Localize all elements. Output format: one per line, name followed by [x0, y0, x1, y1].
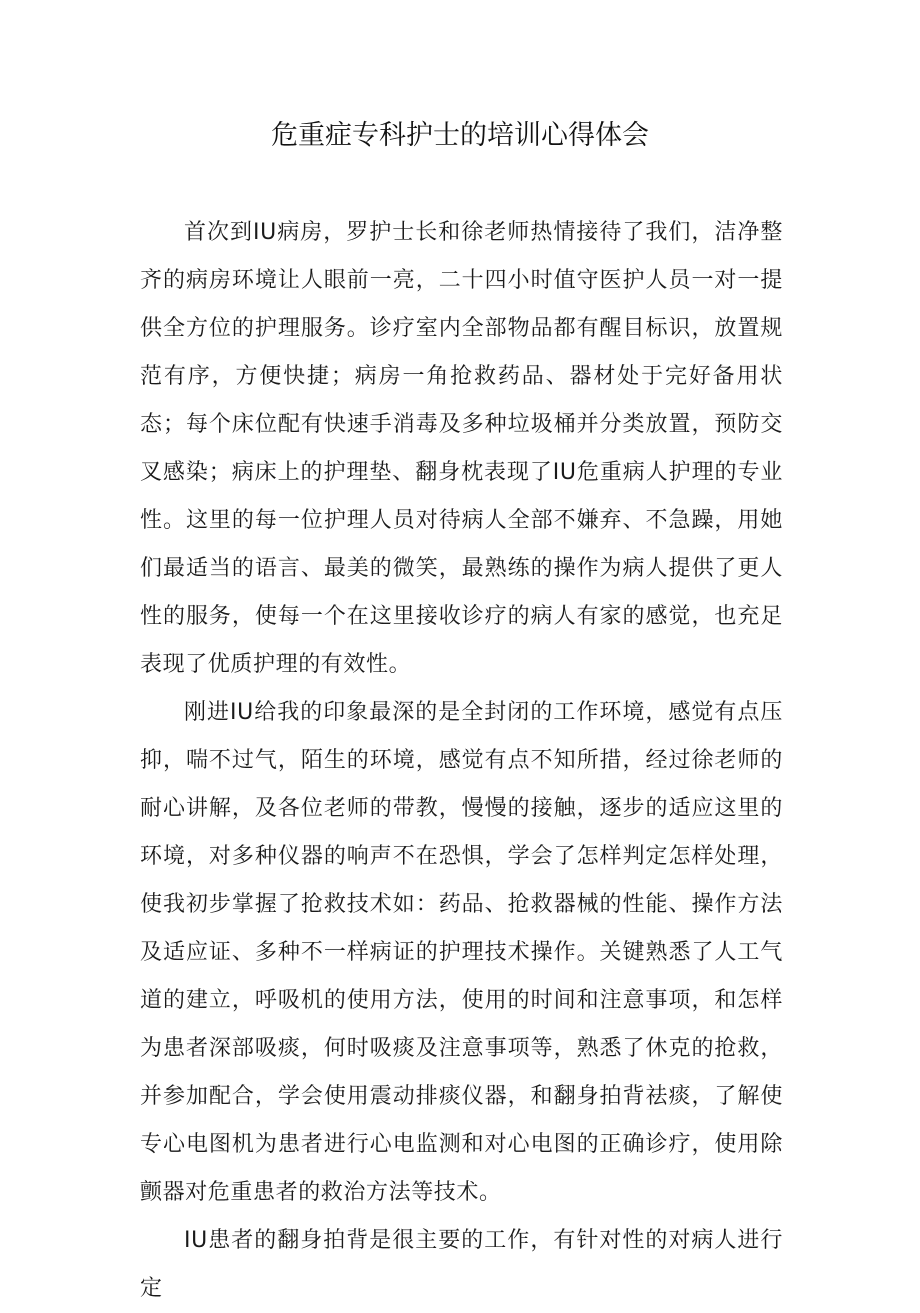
- document-title: 危重症专科护士的培训心得体会: [271, 120, 649, 151]
- paragraph-1: 首次到IU病房，罗护士长和徐老师热情接待了我们，洁净整齐的病房环境让人眼前一亮，二十四小时值守医护人员一对一提供全方位的护理服务。诊疗室内全部物品都有醒目标识，放置规范有序，方便快捷；病房一角抢救药品、器材处于完好备用状态；每个床位配有快速手消毒及多种垃圾桶并分类放置，预防交叉感染；病床上的护理垫、翻身枕表现了IU危重病人护理的专业性。这里的每一位护理人员对待病人全部不嫌弃、不急躁，用她们最适当的语言、最美的微笑，最熟练的操作为病人提供了更人性的服务，使每一个在这里接收诊疗的病人有家的感觉，也充足表现了优质护理的有效性。: [140, 220, 783, 677]
- paragraph-2: 刚进IU给我的印象最深的是全封闭的工作环境，感觉有点压抑，喘不过气，陌生的环境，感觉有点不知所措，经过徐老师的耐心讲解，及各位老师的带教，慢慢的接触，逐步的适应这里的环境，对多种仪器的响声不在恐惧，学会了怎样判定怎样处理，使我初步掌握了抢救技术如：药品、抢救器械的性能、操作方法及适应证、多种不一样病证的护理技术操作。关键熟悉了人工气道的建立，呼吸机的使用方法，使用的时间和注意事项，和怎样为患者深部吸痰，何时吸痰及注意事项等，熟悉了休克的抢救，并参加配合，学会使用震动排痰仪器，和翻身拍背祛痰，了解使专心电图机为患者进行心电监测和对心电图的正确诊疗，使用除颤器对危重患者的救治方法等技术。: [140, 700, 783, 1205]
- paragraph-3: IU患者的翻身拍背是很主要的工作，有针对性的对病人进行定: [140, 1228, 783, 1301]
- document-body: [140, 209, 783, 1313]
